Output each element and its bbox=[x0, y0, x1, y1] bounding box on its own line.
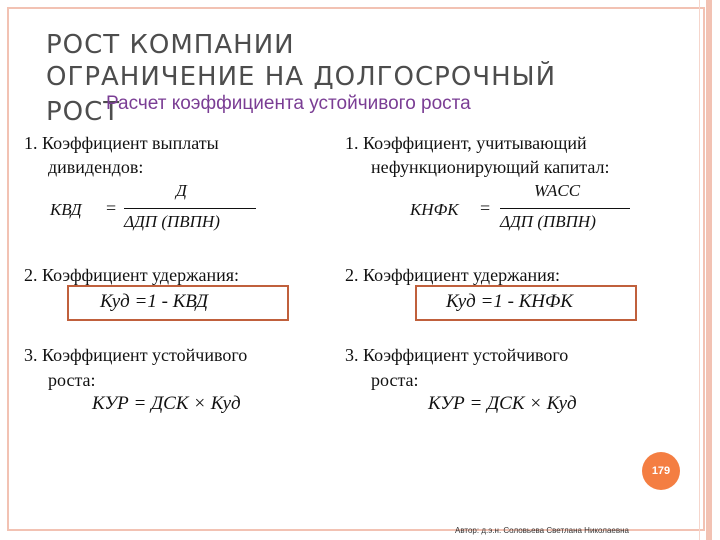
left-formula1-denominator: ΔДП (ПВПН) bbox=[124, 212, 220, 231]
title-line-1: РОСТ КОМПАНИИ bbox=[46, 30, 295, 60]
left-formula1-lhs: КВД bbox=[50, 200, 82, 219]
left-formula2: Куд =1 - КВД bbox=[100, 291, 208, 312]
left-formula3: КУР = ДСК × Куд bbox=[92, 393, 241, 414]
left-formula1-numerator: Д bbox=[176, 181, 187, 200]
right-item1-line2: нефункционирующий капитал: bbox=[371, 157, 610, 177]
right-formula1-denominator: ΔДП (ПВПН) bbox=[500, 212, 596, 231]
right-decor-line bbox=[699, 0, 700, 540]
right-formula2: Куд =1 - КНФК bbox=[446, 291, 573, 312]
page-number-badge: 179 bbox=[642, 452, 680, 490]
right-item2: 2. Коэффициент удержания: bbox=[345, 265, 561, 285]
right-formula1-lhs: КНФК bbox=[410, 200, 459, 219]
left-item3-line2: роста: bbox=[48, 370, 96, 390]
right-formula1-numerator: WACC bbox=[534, 181, 581, 200]
left-item1-line1: 1. Коэффициент выплаты bbox=[24, 133, 219, 153]
right-formula3: КУР = ДСК × Куд bbox=[428, 393, 577, 414]
right-item3-line1: 3. Коэффициент устойчивого bbox=[345, 345, 569, 365]
left-item1-line2: дивидендов: bbox=[48, 157, 144, 177]
right-item3-line2: роста: bbox=[371, 370, 419, 390]
right-decor-bar bbox=[706, 0, 712, 540]
left-item2: 2. Коэффициент удержания: bbox=[24, 265, 240, 285]
right-formula1-fraction-bar bbox=[500, 208, 630, 209]
author-credit: Автор: д.э.н. Соловьева Светлана Николаевна bbox=[455, 526, 629, 535]
title-line-2: ОГРАНИЧЕНИЕ НА ДОЛГОСРОЧНЫЙ bbox=[46, 62, 557, 92]
left-formula1-eq: = bbox=[106, 198, 117, 218]
title-line-3: РОСТ bbox=[46, 97, 121, 127]
right-formula1-eq: = bbox=[480, 198, 491, 218]
left-item3-line1: 3. Коэффициент устойчивого bbox=[24, 345, 248, 365]
slide-subtitle: Расчет коэффициента устойчивого роста bbox=[106, 93, 471, 114]
right-item1-line1: 1. Коэффициент, учитывающий bbox=[345, 133, 587, 153]
left-formula1-fraction-bar bbox=[124, 208, 256, 209]
